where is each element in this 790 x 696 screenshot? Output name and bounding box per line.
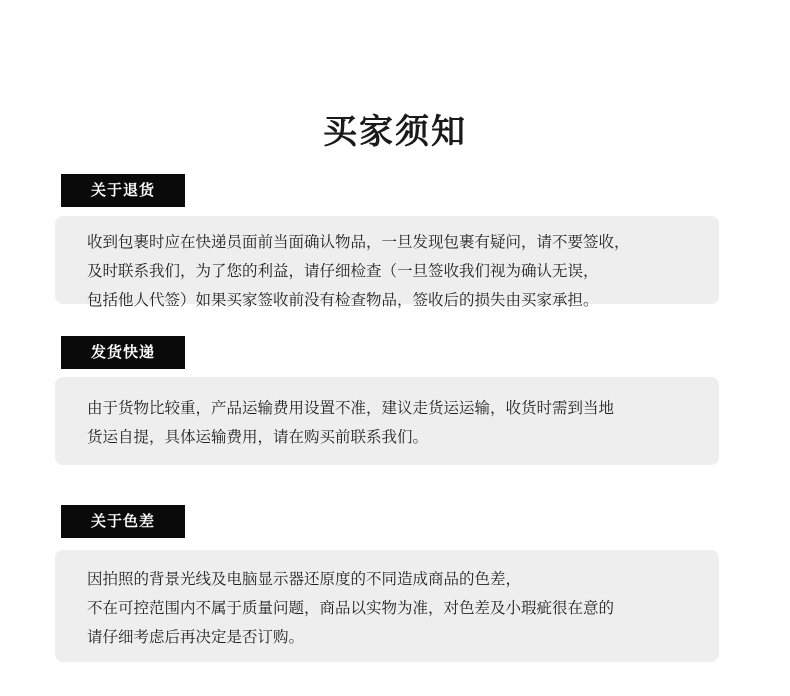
section-box-color-difference xyxy=(55,550,719,662)
text-line: 及时联系我们，为了您的利益，请仔细检查（一旦签收我们视为确认无误， xyxy=(87,262,599,280)
section-tag-shipping: 发货快递 xyxy=(61,336,185,369)
text-line: 因拍照的背景光线及电脑显示器还原度的不同造成商品的色差， xyxy=(87,570,522,588)
section-box-shipping xyxy=(55,377,719,465)
text-line: 由于货物比较重，产品运输费用设置不准，建议走货运运输，收货时需到当地 xyxy=(87,399,615,417)
section-box-returns xyxy=(55,216,719,309)
text-line: 请仔细考虑后再决定是否订购。 xyxy=(87,628,305,646)
section-tag-returns: 关于退货 xyxy=(61,174,185,207)
text-line: 包括他人代签）如果买家签收前没有检查物品，签收后的损失由买家承担。 xyxy=(87,291,599,309)
page-title: 买家须知 xyxy=(323,112,467,152)
section-tag-color-difference: 关于色差 xyxy=(61,505,185,538)
text-line: 不在可控范围内不属于质量问题，商品以实物为准，对色差及小瑕疵很在意的 xyxy=(87,599,615,617)
text-line: 收到包裹时应在快递员面前当面确认物品，一旦发现包裹有疑问，请不要签收， xyxy=(87,233,630,251)
text-line: 货运自提，具体运输费用，请在购买前联系我们。 xyxy=(87,428,429,446)
